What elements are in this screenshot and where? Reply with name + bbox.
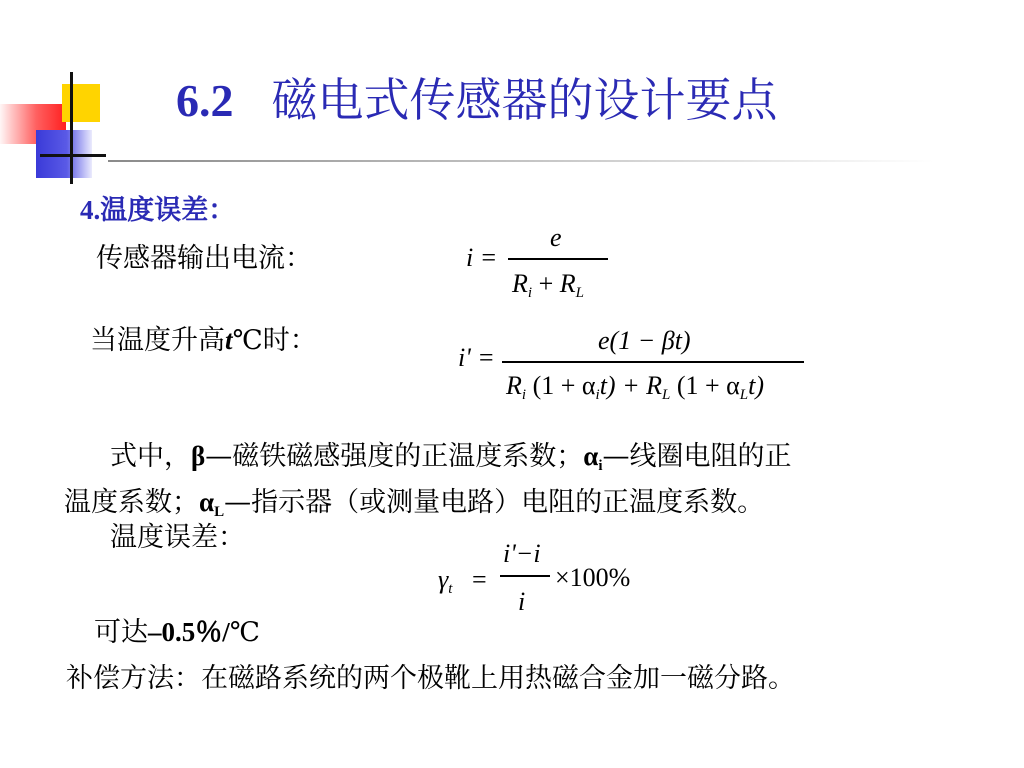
den-sub-l: L xyxy=(575,285,584,301)
iprime-den-paren2: (1 + α xyxy=(676,371,740,400)
decorative-horizontal-line xyxy=(40,154,106,157)
title-underline xyxy=(108,160,934,162)
expl-prefix: 式中， xyxy=(110,441,191,472)
iprime-numerator-text: e(1 − βt) xyxy=(598,326,691,355)
iprime-den-sub-i: i xyxy=(521,387,527,403)
formula-gamma-fraction-line xyxy=(500,575,550,577)
formula-gamma-numerator: i'−i xyxy=(503,539,541,568)
reachable-value-line xyxy=(94,616,260,649)
iprime-den-sub-l: L xyxy=(662,387,671,403)
formula-i-lhs-text: i = xyxy=(466,243,498,272)
iprime-den-r: R xyxy=(506,371,522,400)
iprime-den-sub-l2: L xyxy=(739,387,749,403)
formula-gamma-equals: = xyxy=(472,565,487,594)
gamma-sub-t: t xyxy=(448,581,453,597)
title-text: 磁电式传感器的设计要点 xyxy=(271,73,778,127)
den-plus: + xyxy=(538,269,554,298)
expl-alpha-l: α xyxy=(199,487,215,517)
expl-alpha-i-sub: i xyxy=(598,458,603,474)
formula-i-denominator xyxy=(512,270,584,307)
explanation-paragraph xyxy=(64,440,1004,528)
formula-gamma-lhs xyxy=(438,566,452,603)
formula-iprime-lhs: i' = xyxy=(458,343,495,372)
expl-line1-end: —线圈电阻的正 xyxy=(602,441,792,472)
explanation-line-1 xyxy=(64,440,1004,482)
iprime-den-sub-i2: i xyxy=(595,387,600,403)
formula-i-lhs xyxy=(466,244,497,272)
iprime-den-t1: t) + R xyxy=(599,371,662,400)
den-r1: R xyxy=(512,269,528,298)
den-sub-i: i xyxy=(527,285,533,301)
reachable-unit: ℃ xyxy=(229,617,260,648)
formula-iprime-fraction-line xyxy=(502,361,804,363)
expl-beta: β xyxy=(191,441,206,471)
temperature-rise-label xyxy=(90,324,317,357)
expl-alpha-l-sub: L xyxy=(214,504,225,520)
decorative-yellow-block xyxy=(62,84,100,122)
section-text: 温度误差： xyxy=(100,195,236,226)
expl-line2-start: 温度系数； xyxy=(64,487,199,518)
iprime-den-paren1: (1 + α xyxy=(532,371,596,400)
gamma-symbol: γ xyxy=(438,565,449,594)
temp-rise-suffix: ℃时： xyxy=(232,325,317,356)
compensation-method: 补偿方法：在磁路系统的两个极靴上用热磁合金加一磁分路。 xyxy=(66,663,795,694)
expl-line2-end: —指示器（或测量电路）电阻的正温度系数。 xyxy=(224,487,765,518)
temp-rise-prefix: 当温度升高 xyxy=(90,325,225,356)
formula-iprime-numerator xyxy=(598,327,691,355)
reachable-value: –0.5％/ xyxy=(148,617,230,647)
section-number: 4. xyxy=(80,195,101,225)
formula-gamma-denominator: i xyxy=(518,587,526,616)
temperature-error-label: 温度误差： xyxy=(110,522,245,553)
expl-alpha-i: α xyxy=(583,441,599,471)
slide-title xyxy=(176,72,778,129)
iprime-den-t2: t) xyxy=(748,371,765,400)
output-current-label: 传感器输出电流： xyxy=(96,243,312,274)
expl-mid: —磁铁磁感强度的正温度系数； xyxy=(205,441,584,472)
formula-i-fraction-line xyxy=(508,258,608,260)
den-r2: R xyxy=(559,269,576,298)
temp-rise-var: t xyxy=(225,325,233,355)
title-number: 6.2 xyxy=(176,75,234,126)
reachable-prefix: 可达 xyxy=(94,617,148,648)
formula-gamma-times: ×100% xyxy=(555,563,631,592)
formula-iprime-denominator xyxy=(506,372,764,409)
formula-i-numerator: e xyxy=(550,223,562,252)
section-heading xyxy=(80,194,235,227)
decorative-vertical-line xyxy=(70,72,73,184)
